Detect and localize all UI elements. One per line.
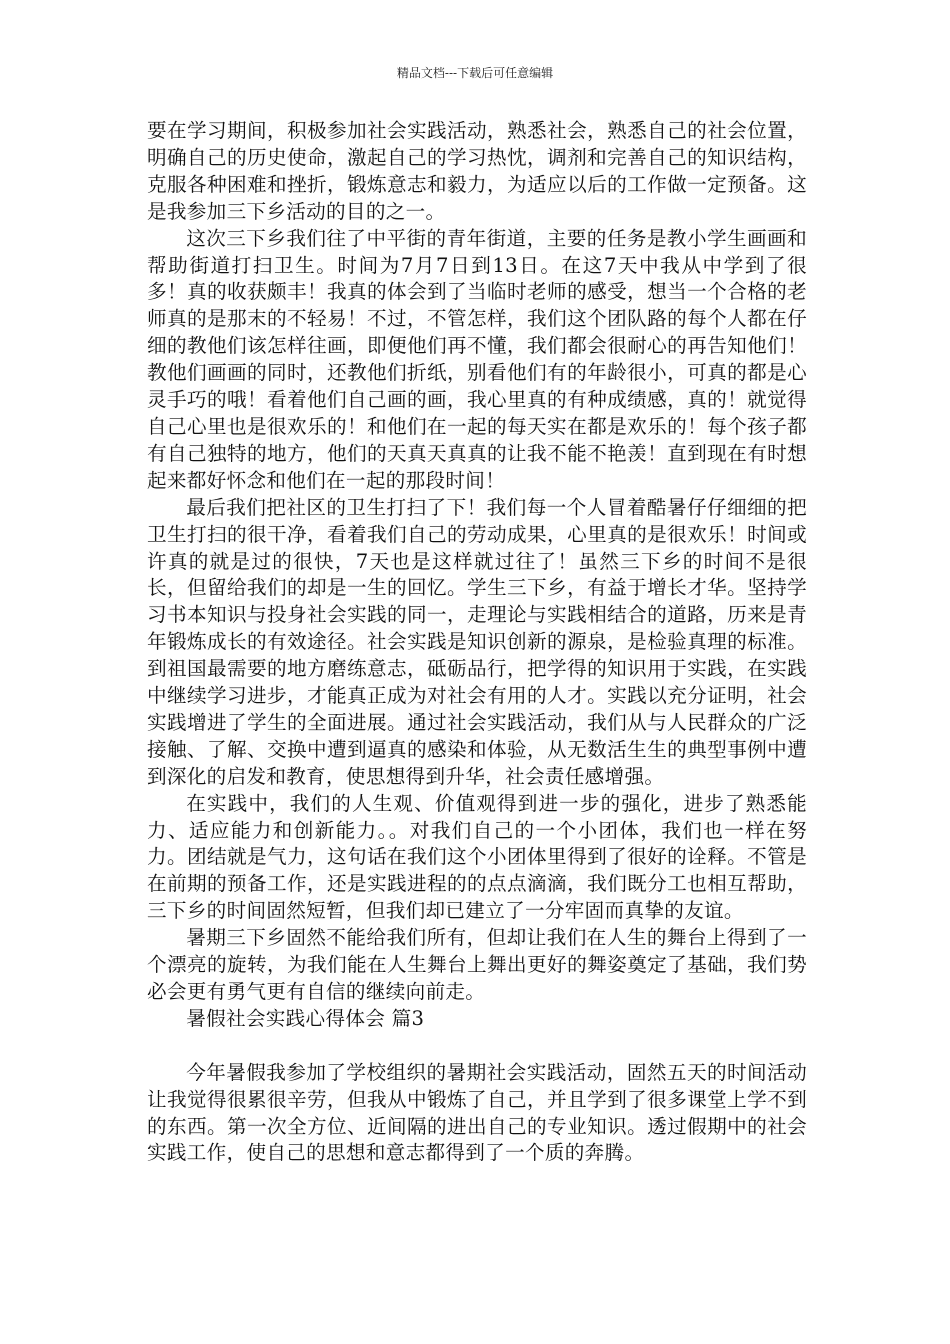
paragraph-2: 这次三下乡我们往了中平街的青年街道，主要的任务是教小学生画画和帮助街道打扫卫生。时间为7月7日到13日。在这7天中我从中学到了很多！真的收获颇丰！我真的体会到了当临时老师的感受，想当一个合格的老师真的是那末的不轻易！不过，不管怎样，我们这个团队路的每个人都在仔细的教他们该怎样往画，即便他们再不懂，我们都会很耐心的再告知他们！教他们画画的同时，还教他们折纸，别看他们有的年龄很小，可真的都是心灵手巧的哦！看着他们自己画的画，我心里真的有种成绩感，真的！就觉得自己心里也是很欢乐的！和他们在一起的每天实在都是欢乐的！每个孩子都有自己独特的地方，他们的天真天真真的让我不能不艳羡！直到现在有时想起来都好怀念和他们在一起的那段时间！	[147, 226, 807, 492]
section-heading: 暑假社会实践心得体会 篇3	[186, 1006, 425, 1030]
page-header: 精品文档---下载后可任意编辑	[396, 66, 554, 80]
paragraph-4: 在实践中，我们的人生观、价值观得到进一步的强化，进步了熟悉能力、适应能力和创新能力。。对我们自己的一个小团体，我们也一样在努力。团结就是气力，这句话在我们这个小团体里得到了很好的诠释。不管是在前期的预备工作，还是实践进程的的点点滴滴，我们既分工也相互帮助，三下乡的时间固然短暂，但我们却已建立了一分牢固而真挚的友谊。	[147, 791, 807, 923]
paragraph-1: 要在学习期间，积极参加社会实践活动，熟悉社会，熟悉自己的社会位置，明确自己的历史使命，激起自己的学习热忱，调剂和完善自己的知识结构，克服各种困难和挫折，锻炼意志和毅力，为适应以后的工作做一定预备。这是我参加三下乡活动的目的之一。	[147, 119, 807, 223]
paragraph-3: 最后我们把社区的卫生打扫了下！我们每一个人冒着酷暑仔仔细细的把卫生打扫的很干净，看着我们自己的劳动成果，心里真的是很欢乐！时间或许真的就是过的很快，7天也是这样就过往了！虽然三下乡的时间不是很长，但留给我们的却是一生的回忆。学生三下乡，有益于增长才华。坚持学习书本知识与投身社会实践的同一，走理论与实践相结合的道路，历来是青年锻炼成长的有效途径。社会实践是知识创新的源泉，是检验真理的标准。到祖国最需要的地方磨练意志，砥砺品行，把学得的知识用于实践，在实践中继续学习进步，才能真正成为对社会有用的人才。实践以充分证明，社会实践增进了学生的全面进展。通过社会实践活动，我们从与人民群众的广泛接触、了解、交换中遭到逼真的感染和体验，从无数活生生的典型事例中遭到深化的启发和教育，使思想得到升华，社会责任感增强。	[147, 495, 807, 788]
blank-line	[147, 1033, 807, 1060]
paragraph-6: 今年暑假我参加了学校组织的暑期社会实践活动，固然五天的时间活动让我觉得很累很辛劳，但我从中锻炼了自己，并且学到了很多课堂上学不到的东西。第一次全方位、近间隔的进出自己的专业知识。透过假期中的社会实践工作，使自己的思想和意志都得到了一个质的奔腾。	[147, 1060, 807, 1165]
paragraph-5: 暑期三下乡固然不能给我们所有，但却让我们在人生的舞台上得到了一个漂亮的旋转，为我们能在人生舞台上舞出更好的舞姿奠定了基础，我们势必会更有勇气更有自信的继续向前走。	[147, 926, 807, 1003]
document-body	[147, 118, 807, 1167]
